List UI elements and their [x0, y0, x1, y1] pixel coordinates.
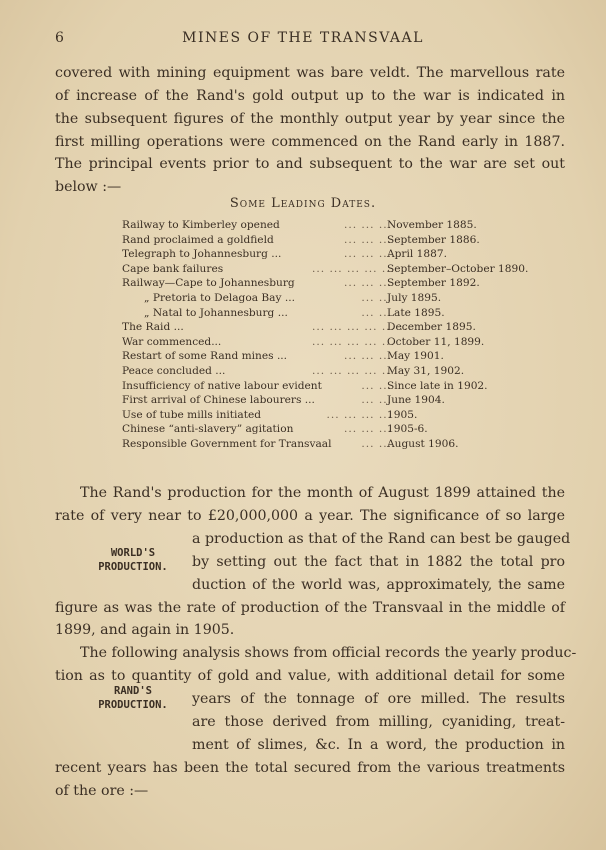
date-leader: ... ... ... ... — [326, 408, 392, 421]
date-event: „ Natal to Johannesburg ... — [144, 306, 288, 319]
side-note-worlds-production — [78, 546, 188, 574]
date-row — [122, 393, 562, 407]
date-leader: ... ... ... — [343, 423, 392, 436]
date-leader: ... ... ... ... ... ... — [312, 321, 413, 334]
date-event: War commenced... — [122, 335, 222, 348]
date-row — [122, 422, 562, 436]
date-row — [122, 247, 562, 261]
text-line: The Rand's production for the month of August 1899 attained the — [80, 485, 565, 501]
date-row — [122, 218, 562, 232]
date-leader: ... ... — [361, 306, 392, 319]
text-line: years of the tonnage of ore milled. The results — [192, 691, 565, 708]
text-line: a production as that of the Rand can best be gauged — [192, 530, 571, 547]
date-date: April 1887. — [387, 248, 447, 261]
date-leader: ... ... ... ... ... — [312, 262, 395, 275]
date-event: Use of tube mills initiated — [122, 408, 262, 421]
text-line: tion as to quantity of gold and value, with additional detail for some — [55, 668, 565, 685]
date-leader: ... ... — [361, 394, 392, 407]
date-date: September 1892. — [387, 277, 480, 290]
date-event: First arrival of Chinese labourers ... — [122, 394, 315, 407]
side-note-rands-production — [78, 684, 188, 712]
date-event: Restart of some Rand mines ... — [122, 350, 288, 363]
date-date: 1905. — [387, 408, 418, 421]
date-event: „ Pretoria to Delagoa Bay ... — [144, 292, 295, 304]
date-row — [122, 320, 562, 334]
side-note-line: PRODUCTION. — [98, 699, 168, 711]
date-row — [122, 408, 562, 422]
date-event: Insufficiency of native labour evident — [122, 379, 322, 392]
page-number: 6 — [55, 30, 66, 46]
text-line: the subsequent figures of the monthly output year by year since the — [55, 111, 565, 127]
date-date: May 31, 1902. — [387, 365, 465, 377]
date-leader: ... ... ... — [343, 277, 392, 290]
date-date: December 1895. — [387, 321, 476, 334]
date-leader: ... ... ... ... ... — [312, 365, 395, 377]
text-line: by setting out the fact that in 1882 the total pro — [192, 553, 565, 570]
date-date: Since late in 1902. — [387, 379, 488, 392]
date-date: June 1904. — [387, 394, 445, 407]
date-leader: ... ... — [361, 379, 392, 392]
text-line: The following analysis shows from official records the yearly produc- — [80, 645, 577, 662]
date-row — [122, 262, 562, 276]
date-row — [122, 437, 562, 451]
side-note-line: RAND'S — [114, 685, 152, 697]
date-event: The Raid ... — [122, 321, 184, 334]
date-row — [122, 276, 562, 290]
date-leader: ... ... — [361, 438, 392, 450]
text-line: figure as was the rate of production of the Transvaal in the middle of — [55, 599, 565, 616]
date-date: July 1895. — [387, 292, 442, 304]
text-line: duction of the world was, approximately, the same — [192, 576, 565, 593]
date-row — [122, 335, 562, 349]
date-row — [122, 364, 562, 378]
text-line: rate of very near to £20,000,000 a year. The significance of so large — [55, 507, 565, 524]
date-date: November 1885. — [387, 219, 477, 231]
date-row — [122, 233, 562, 247]
date-leader: ... ... ... — [343, 233, 392, 246]
date-leader: ... ... — [361, 292, 392, 304]
date-row — [122, 306, 562, 320]
text-line: first milling operations were commenced on the Rand early in 1887. — [55, 134, 565, 150]
date-event: Responsible Government for Transvaal — [122, 438, 332, 450]
text-line: below :— — [55, 179, 122, 195]
date-date: May 1901. — [387, 350, 444, 363]
text-line: covered with mining equipment was bare veldt. The marvellous rate — [55, 65, 565, 81]
text-line: 1899, and again in 1905. — [55, 622, 235, 639]
text-line: of increase of the Rand's gold output up to the war is indicated in — [55, 88, 565, 104]
date-event: Cape bank failures — [122, 262, 224, 275]
date-date: Late 1895. — [387, 306, 445, 319]
date-leader: ... ... ... — [343, 248, 392, 261]
text-line: are those derived from milling, cyaniding, treat- — [192, 714, 565, 730]
date-leader: ... ... ... — [343, 350, 392, 363]
date-event: Rand proclaimed a goldfield — [122, 233, 274, 246]
text-line: recent years has been the total secured from the various treatments — [55, 759, 565, 776]
date-event: Railway—Cape to Johannesburg — [122, 277, 295, 290]
date-leader: ... ... ... ... ... — [312, 335, 395, 348]
running-title: MINES OF THE TRANSVAAL — [182, 30, 424, 46]
text-line: The principal events prior to and subsequent to the war are set out — [55, 156, 565, 172]
date-row — [122, 379, 562, 393]
date-date: September 1886. — [387, 233, 480, 246]
side-note-line: PRODUCTION. — [98, 561, 168, 573]
date-date: September–October 1890. — [387, 262, 529, 275]
text-line: ment of slimes, &c. In a word, the production in — [192, 736, 565, 753]
date-event: Chinese “anti-slavery” agitation — [122, 423, 294, 436]
date-event: Telegraph to Johannesburg ... — [122, 248, 282, 261]
date-date: October 11, 1899. — [387, 335, 485, 348]
side-note-line: WORLD'S — [110, 547, 156, 559]
date-date: August 1906. — [387, 438, 459, 450]
date-event: Railway to Kimberley opened — [122, 219, 280, 231]
text-line: of the ore :— — [55, 782, 149, 799]
date-event: Peace concluded ... — [122, 365, 226, 377]
date-row — [122, 349, 562, 363]
date-row — [122, 291, 562, 305]
date-leader: ... ... ... — [343, 219, 392, 231]
dates-heading: Some Leading Dates. — [229, 196, 377, 211]
date-date: 1905-6. — [387, 423, 428, 436]
